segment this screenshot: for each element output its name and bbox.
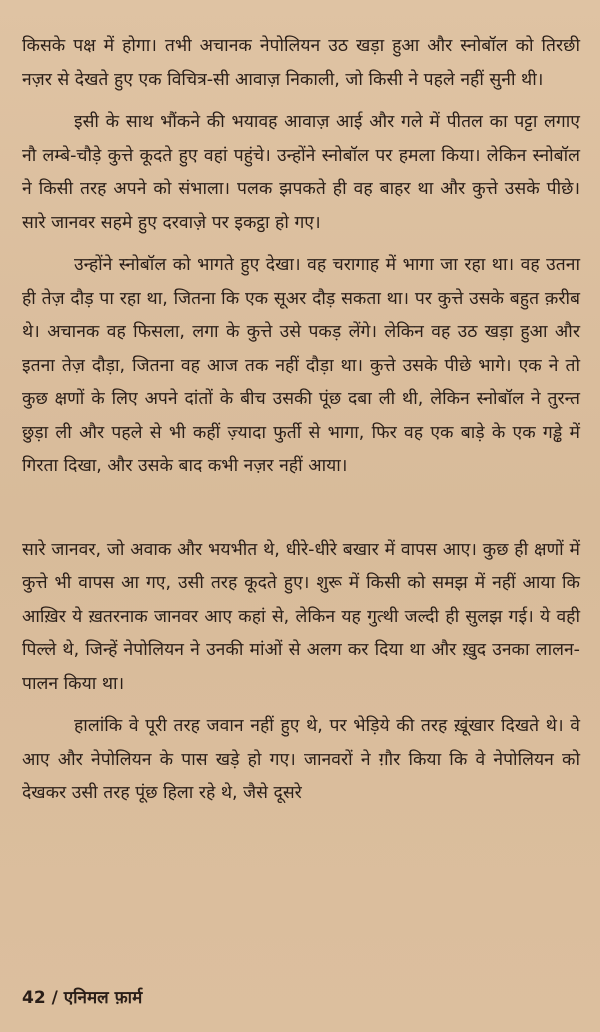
paragraph-1: किसके पक्ष में होगा। तभी अचानक नेपोलियन उठ खड़ा हुआ और स्नोबॉल को तिरछी नज़र से देखते हुए एक विचित्र-सी आवाज़ निकाली, जो किसी ने पहले नहीं सुनी थी।: [22, 36, 580, 90]
footer-separator: /: [45, 988, 64, 1008]
paragraph-4: सारे जानवर, जो अवाक और भयभीत थे, धीरे-धीरे बखार में वापस आए। कुछ ही क्षणों में कुत्ते भी वापस आ गए, उसी तरह कूदते हुए। शुरू में किसी को समझ में नहीं आया कि आख़िर ये ख़तरनाक जानवर आए कहां से, लेकिन यह गुत्थी जल्दी ही सुलझ गई। ये वही पिल्ले थे, जिन्हें नेपोलियन ने उनकी मांओं से अलग कर दिया था और ख़ुद उनका लालन-पालन किया था।: [22, 539, 580, 694]
paragraph-3: उन्होंने स्नोबॉल को भागते हुए देखा। वह चरागाह में भागा जा रहा था। वह उतना ही तेज़ दौड़ पा रहा था, जितना कि एक सूअर दौड़ सकता था। पर कुत्ते उसके बहुत क़रीब थे। अचानक वह फिसला, लगा के कुत्ते उसे पकड़ लेंगे। लेकिन वह उठ खड़ा हुआ और इतना तेज़ दौड़ा, जितना वह आज तक नहीं दौड़ा था। कुत्ते उसके पीछे भागे। एक ने तो कुछ क्षणों के लिए अपने दांतों के बीच उसकी पूंछ दबा ली थी, लेकिन स्नोबॉल ने तुरन्त छुड़ा ली और पहले से भी कहीं ज़्यादा फुर्ती से भागा, फिर वह एक बाड़े के एक गड्ढे में गिरता दिखा, और उसके बाद कभी नज़र नहीं आया।: [22, 255, 580, 476]
book-title: एनिमल फ़ार्म: [63, 988, 143, 1008]
paragraph-2: इसी के साथ भौंकने की भयावह आवाज़ आई और गले में पीतल का पट्टा लगाए नौ लम्बे-चौड़े कुत्ते कूदते हुए वहां पहुंचे। उन्होंने स्नोबॉल पर हमला किया। लेकिन स्नोबॉल ने किसी तरह अपने को संभाला। पलक झपकते ही वह बाहर था और कुत्ते उसके पीछे। सारे जानवर सहमे हुए दरवाज़े पर इकट्ठा हो गए।: [22, 112, 580, 233]
page-footer: [22, 985, 142, 1008]
page-body: [22, 30, 580, 811]
paragraph-5: हालांकि वे पूरी तरह जवान नहीं हुए थे, पर भेड़िये की तरह ख़ूंखार दिखते थे। वे आए और नेपोलियन के पास खड़े हो गए। जानवरों ने ग़ौर किया कि वे नेपोलियन को देखकर उसी तरह पूंछ हिला रहे थे, जैसे दूसरे: [22, 716, 580, 803]
page-number: 42: [22, 988, 46, 1008]
